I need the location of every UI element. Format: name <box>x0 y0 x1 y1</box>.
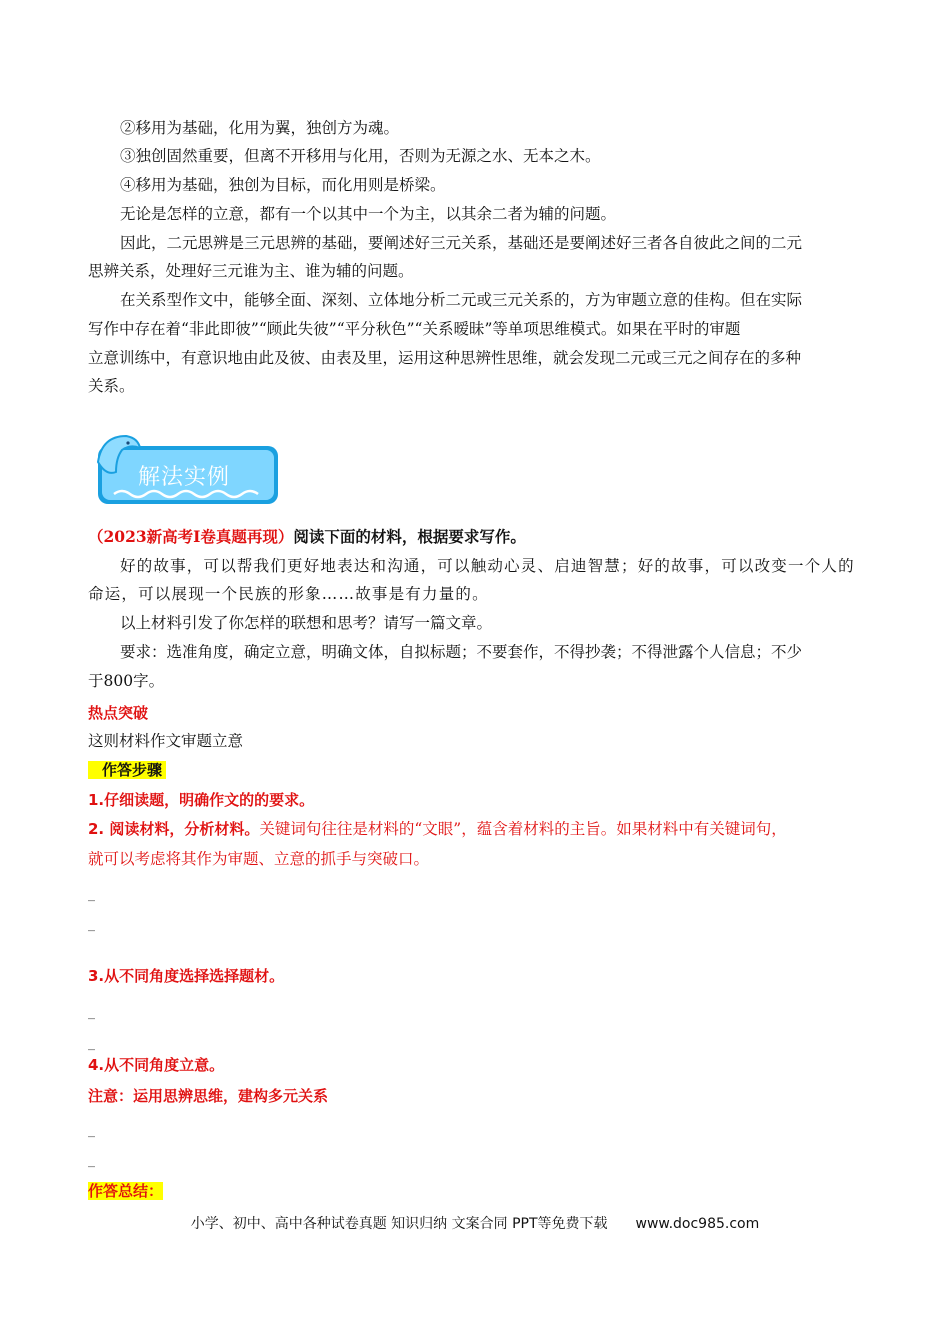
material-line2: 命运，可以展现一个民族的形象……故事是有力量的。 <box>88 585 489 603</box>
task-requirement-line1: 要求：选准角度，确定立意，明确文体，自拟标题；不要套作，不得抄袭；不得泄露个人信息；不少 <box>120 643 803 661</box>
paragraph-relation-line4: 关系。 <box>88 377 135 395</box>
footer-text: 小学、初中、高中各种试卷真题 知识归纳 文案合同 PPT等免费下载 <box>190 1216 608 1232</box>
steps-heading-label: 作答步骤 <box>88 761 166 779</box>
paragraph-conclusion: 无论是怎样的立意，都有一个以其中一个为主，以其余二者为辅的问题。 <box>120 205 617 223</box>
paragraph-point-3: ③独创固然重要，但离不开移用与化用，否则为无源之水、无本之木。 <box>120 147 601 165</box>
blank-line: _ <box>88 1122 95 1138</box>
step-2 <box>88 819 862 839</box>
task-source: （2023新高考Ⅰ卷真题再现） <box>88 527 294 546</box>
paragraph-point-2: ②移用为基础，化用为翼，独创方为魂。 <box>120 119 400 137</box>
paragraph-relation-line2: 写作中存在着“非此即彼”“顾此失彼”“平分秋色”“关系暧昧”等单项思维模式。如果在平时的审题 <box>88 320 741 338</box>
badge-label: 解法实例 <box>138 465 231 490</box>
task-instruction: 阅读下面的材料，根据要求写作。 <box>293 527 526 546</box>
step-2-heading: 2. 阅读材料，分析材料。 <box>88 820 260 838</box>
task-heading <box>88 527 862 547</box>
step-2-body: 关键词句往往是材料的“文眼”，蕴含着材料的主旨。如果材料中有关键词句， <box>259 820 787 838</box>
paragraph-therefore-line1: 因此，二元思辨是三元思辨的基础，要阐述好三元关系，基础还是要阐述好三者各自彼此之间的二元 <box>120 234 803 252</box>
task-question: 以上材料引发了你怎样的联想和思考？请写一篇文章。 <box>120 614 493 632</box>
page-footer <box>0 1213 950 1233</box>
paragraph-relation-line3: 立意训练中，有意识地由此及彼、由表及里，运用这种思辨性思维，就会发现二元或三元之间存在的多种 <box>88 349 802 367</box>
footer-url[interactable]: www.doc985.com <box>635 1216 760 1232</box>
summary-heading <box>88 1181 862 1201</box>
blank-line: _ <box>88 1004 95 1020</box>
summary-label: 作答总结： <box>88 1182 164 1200</box>
task-requirement-line2: 于800字。 <box>88 672 165 690</box>
blank-line: _ <box>88 916 95 932</box>
steps-heading <box>88 760 862 780</box>
note-line: 注意：运用思辨思维，建构多元关系 <box>88 1087 329 1105</box>
step-2-body-line2: 就可以考虑将其作为审题、立意的抓手与突破口。 <box>88 850 430 868</box>
section-badge <box>92 432 282 510</box>
analysis-subtitle: 这则材料作文审题立意 <box>88 732 244 750</box>
hot-heading: 热点突破 <box>88 704 149 722</box>
paragraph-therefore-line2: 思辨关系，处理好三元谁为主、谁为辅的问题。 <box>88 262 414 280</box>
step-3: 3.从不同角度选择选择题材。 <box>88 967 285 985</box>
blank-line: _ <box>88 1152 95 1168</box>
step-1: 1.仔细读题，明确作文的的要求。 <box>88 791 315 809</box>
blank-line: _ <box>88 886 95 902</box>
paragraph-relation-line1: 在关系型作文中，能够全面、深刻、立体地分析二元或三元关系的，方为审题立意的佳构。但在实际 <box>120 291 803 309</box>
step-4: 4.从不同角度立意。 <box>88 1056 225 1074</box>
material-line1: 好的故事，可以帮我们更好地表达和沟通，可以触动心灵、启迪智慧；好的故事，可以改变一个人的 <box>120 557 855 575</box>
blank-line: _ <box>88 1035 95 1051</box>
paragraph-point-4: ④移用为基础，独创为目标，而化用则是桥梁。 <box>120 176 446 194</box>
